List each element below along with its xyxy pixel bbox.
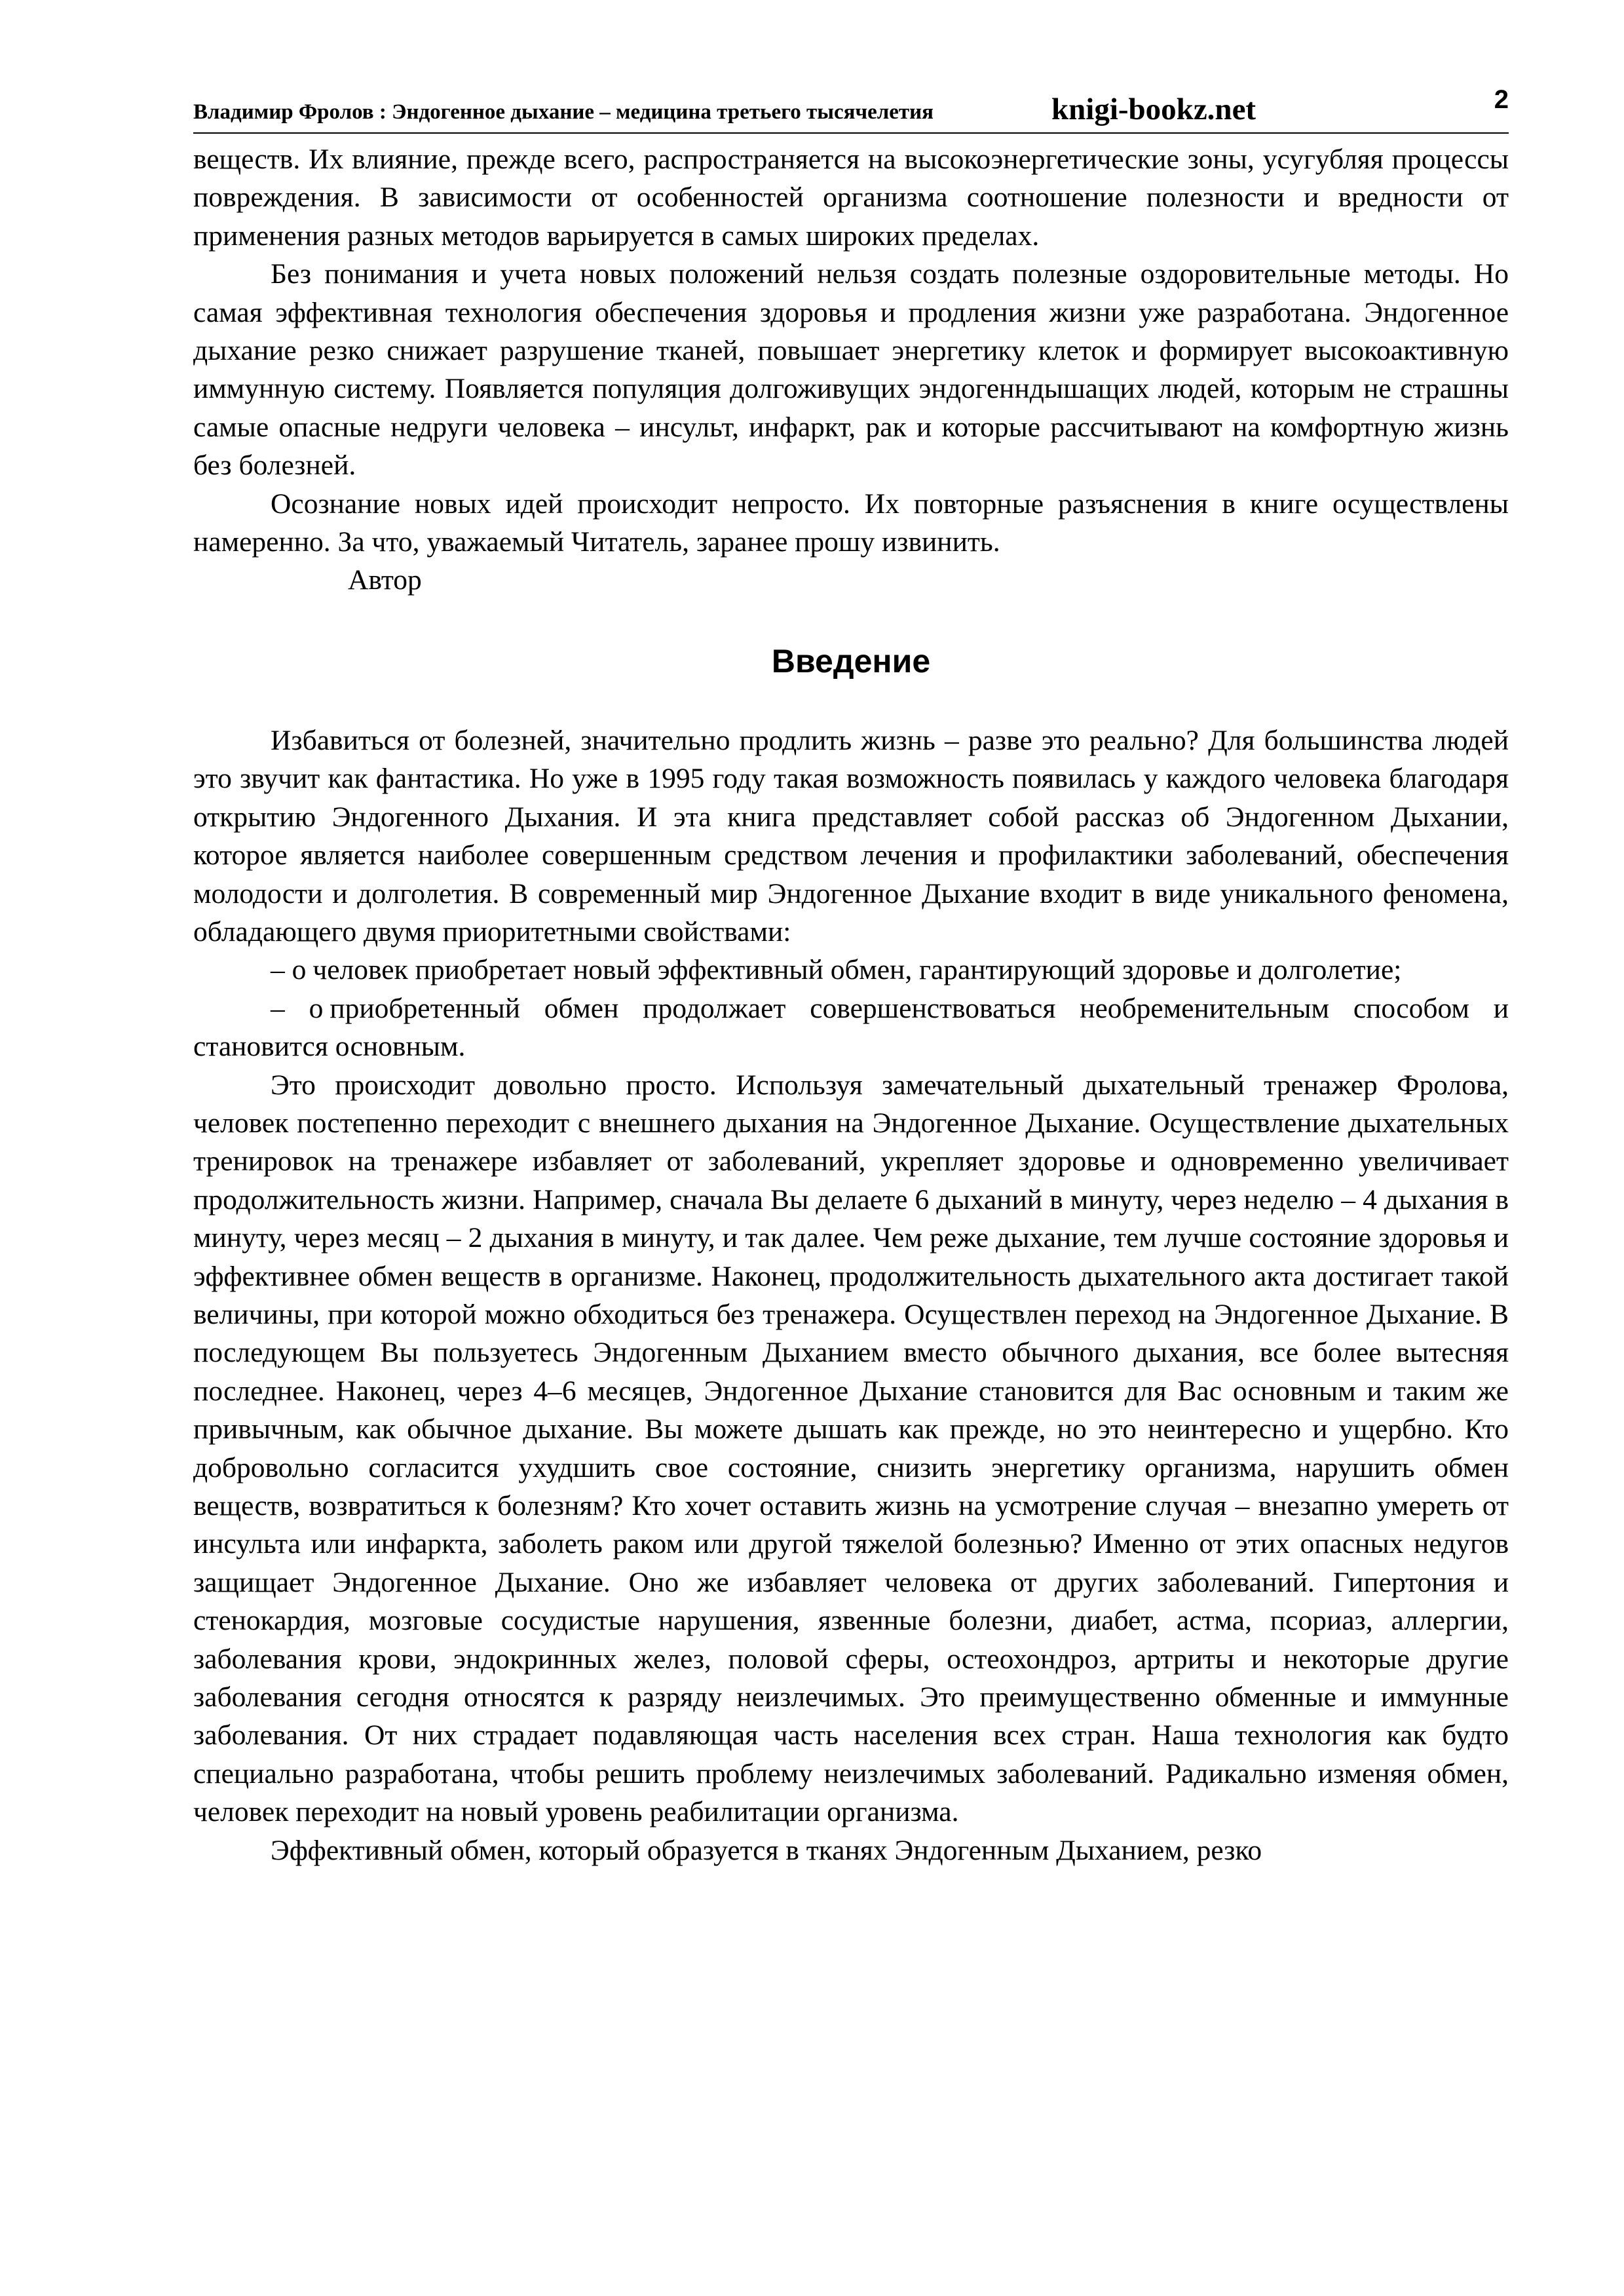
intro-paragraph: Избавиться от болезней, значительно продлить жизнь – разве это реально? Для большинства людей это звучит как фантастика. Но уже в 1995 году такая возможность появилась у каждого человека благодаря открытию Эндогенного Дыхания. И эта книга представляет собой рассказ об Эндогенном Дыхании, которое является наиболее совершенным средством лечения и профилактики заболеваний, обеспечения молодости и долголетия. В современный мир Эндогенное Дыхание входит в виде уникального феномена, обладающего двумя приоритетными свойствами: — [193, 724, 1509, 947]
document-page — [193, 85, 1509, 1869]
list-item-text: приобретенный обмен продолжает совершенствоваться необременительным способом и становится основным. — [193, 992, 1509, 1063]
body-paragraph-2: Эффективный обмен, который образуется в тканях Эндогенным Дыханием, резко — [271, 1834, 1262, 1866]
preface-paragraph-3: Осознание новых идей происходит непросто. Их повторные разъяснения в книге осуществлены намеренно. За что, уважаемый Читатель, заранее прошу извинить. — [193, 488, 1509, 558]
list-item-2 — [193, 989, 1509, 1066]
preface-paragraph-1: веществ. Их влияние, прежде всего, распространяется на высокоэнергетические зоны, усугубляя процессы повреждения. В зависимости от особенностей организма соотношение полезности и вредности от применения разных методов варьируется в самых широких пределах. — [193, 144, 1509, 252]
preface-signature: Автор — [348, 564, 422, 596]
list-marker: – о — [271, 954, 307, 986]
header-site-name[interactable]: knigi-bookz.net — [1051, 92, 1256, 126]
body-paragraph-1: Это происходит довольно просто. Используя замечательный дыхательный тренажер Фролова, человек постепенно переходит с внешнего дыхания на Эндогенное Дыхание. Осуществление дыхательных тренировок на тренажере избавляет от заболеваний, укрепляет здоровье и одновременно увеличивает продолжительность жизни. Например, сначала Вы делаете 6 дыханий в минуту, через неделю – 4 дыхания в минуту, через месяц – 2 дыхания в минуту, и так далее. Чем реже дыхание, тем лучше состояние здоровья и эффективнее обмен веществ в организме. Наконец, продолжительность дыхательного акта достигает такой величины, при которой можно обходиться без тренажера. Осуществлен переход на Эндогенное Дыхание. В последующем Вы пользуетесь Эндогенным Дыханием вместо обычного дыхания, все более вытесняя последнее. Наконец, через 4–6 месяцев, Эндогенное Дыхание становится для Вас основным и таким же привычным, как обычное дыхание. Вы можете дышать как прежде, но это неинтересно и ущербно. Кто добровольно согласится ухудшить свое состояние, снизить энергетику организма, нарушить обмен веществ, возвратиться к болезням? Кто хочет оставить жизнь на усмотрение случая – внезапно умереть от инсульта или инфаркта, заболеть раком или другой тяжелой болезнью? Именно от этих опасных недугов защищает Эндогенное Дыхание. Оно же избавляет человека от других заболеваний. Гипертония и стенокардия, мозговые сосудистые нарушения, язвенные болезни, диабет, астма, псориаз, аллергии, заболевания крови, эндокринных желез, половой сферы, остеохондроз, артриты и некоторые другие заболевания сегодня относятся к разряду неизлечимых. Это преимущественно обменные и иммунные заболевания. От них страдает подавляющая часть населения всех стран. Наша технология как будто специально разработана, чтобы решить проблему неизлечимых заболеваний. Радикально изменяя обмен, человек переходит на новый уровень реабилитации организма. — [193, 1069, 1509, 1828]
list-item-1 — [193, 951, 1509, 989]
page-number: 2 — [1494, 85, 1509, 114]
running-header — [193, 85, 1509, 134]
list-item-text: человек приобретает новый эффективный обмен, гарантирующий здоровье и долголетие; — [312, 954, 1402, 986]
section-title: Введение — [771, 642, 931, 679]
body-text — [193, 140, 1509, 1869]
list-marker: – о — [271, 992, 324, 1024]
header-author-title: Владимир Фролов : Эндогенное дыхание – медицина третьего тысячелетия — [193, 100, 934, 124]
preface-paragraph-2: Без понимания и учета новых положений нельзя создать полезные оздоровительные методы. Но самая эффективная технология обеспечения здоровья и продления жизни уже разработана. Эндогенное дыхание резко снижает разрушение тканей, повышает энергетику клеток и формирует высокоактивную иммунную систему. Появляется популяция долгоживущих эндогенндышащих людей, которым не страшны самые опасные недруги человека – инсульт, инфаркт, рак и которые рассчитывают на комфортную жизнь без болезней. — [193, 258, 1509, 482]
